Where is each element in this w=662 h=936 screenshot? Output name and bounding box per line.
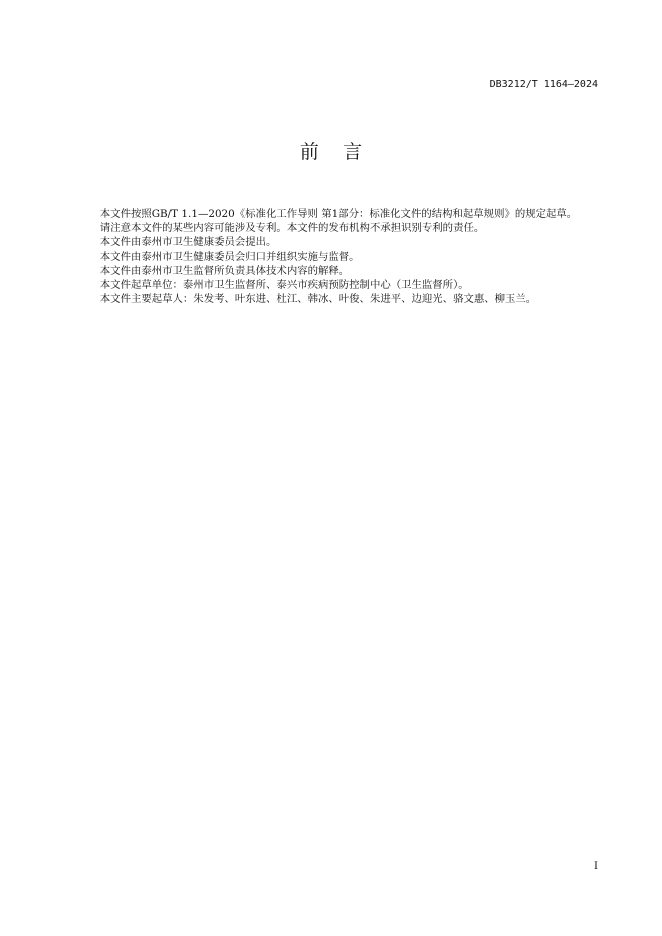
paragraph-proposer: 本文件由泰州市卫生健康委员会提出。 bbox=[99, 236, 277, 249]
paragraph-administrator: 本文件由泰州市卫生健康委员会归口并组织实施与监督。 bbox=[99, 250, 360, 263]
document-code: DB3212/T 1164—2024 bbox=[489, 79, 598, 90]
page-title: 前 言 bbox=[299, 141, 363, 163]
page-number: I bbox=[594, 861, 598, 872]
foreword-body bbox=[79, 207, 603, 306]
paragraph-patent-notice: 请注意本文件的某些内容可能涉及专利。本文件的发布机构不承担识别专利的责任。 bbox=[99, 222, 485, 235]
paragraph-interpreter: 本文件由泰州市卫生监督所负责具体技术内容的解释。 bbox=[99, 264, 350, 277]
paragraph-drafting-units: 本文件起草单位：泰州市卫生监督所、泰兴市疾病预防控制中心（卫生监督所）。 bbox=[99, 279, 469, 292]
paragraph-standard-basis: 本文件按照GB/T 1.1—2020《标准化工作导则 第1部分：标准化文件的结构和起草规则》的规定起草。 bbox=[99, 208, 578, 220]
paragraph-drafters: 本文件主要起草人：朱发考、叶东进、杜江、韩冰、叶俊、朱进平、边迎光、骆文惠、柳玉兰。 bbox=[99, 293, 537, 306]
